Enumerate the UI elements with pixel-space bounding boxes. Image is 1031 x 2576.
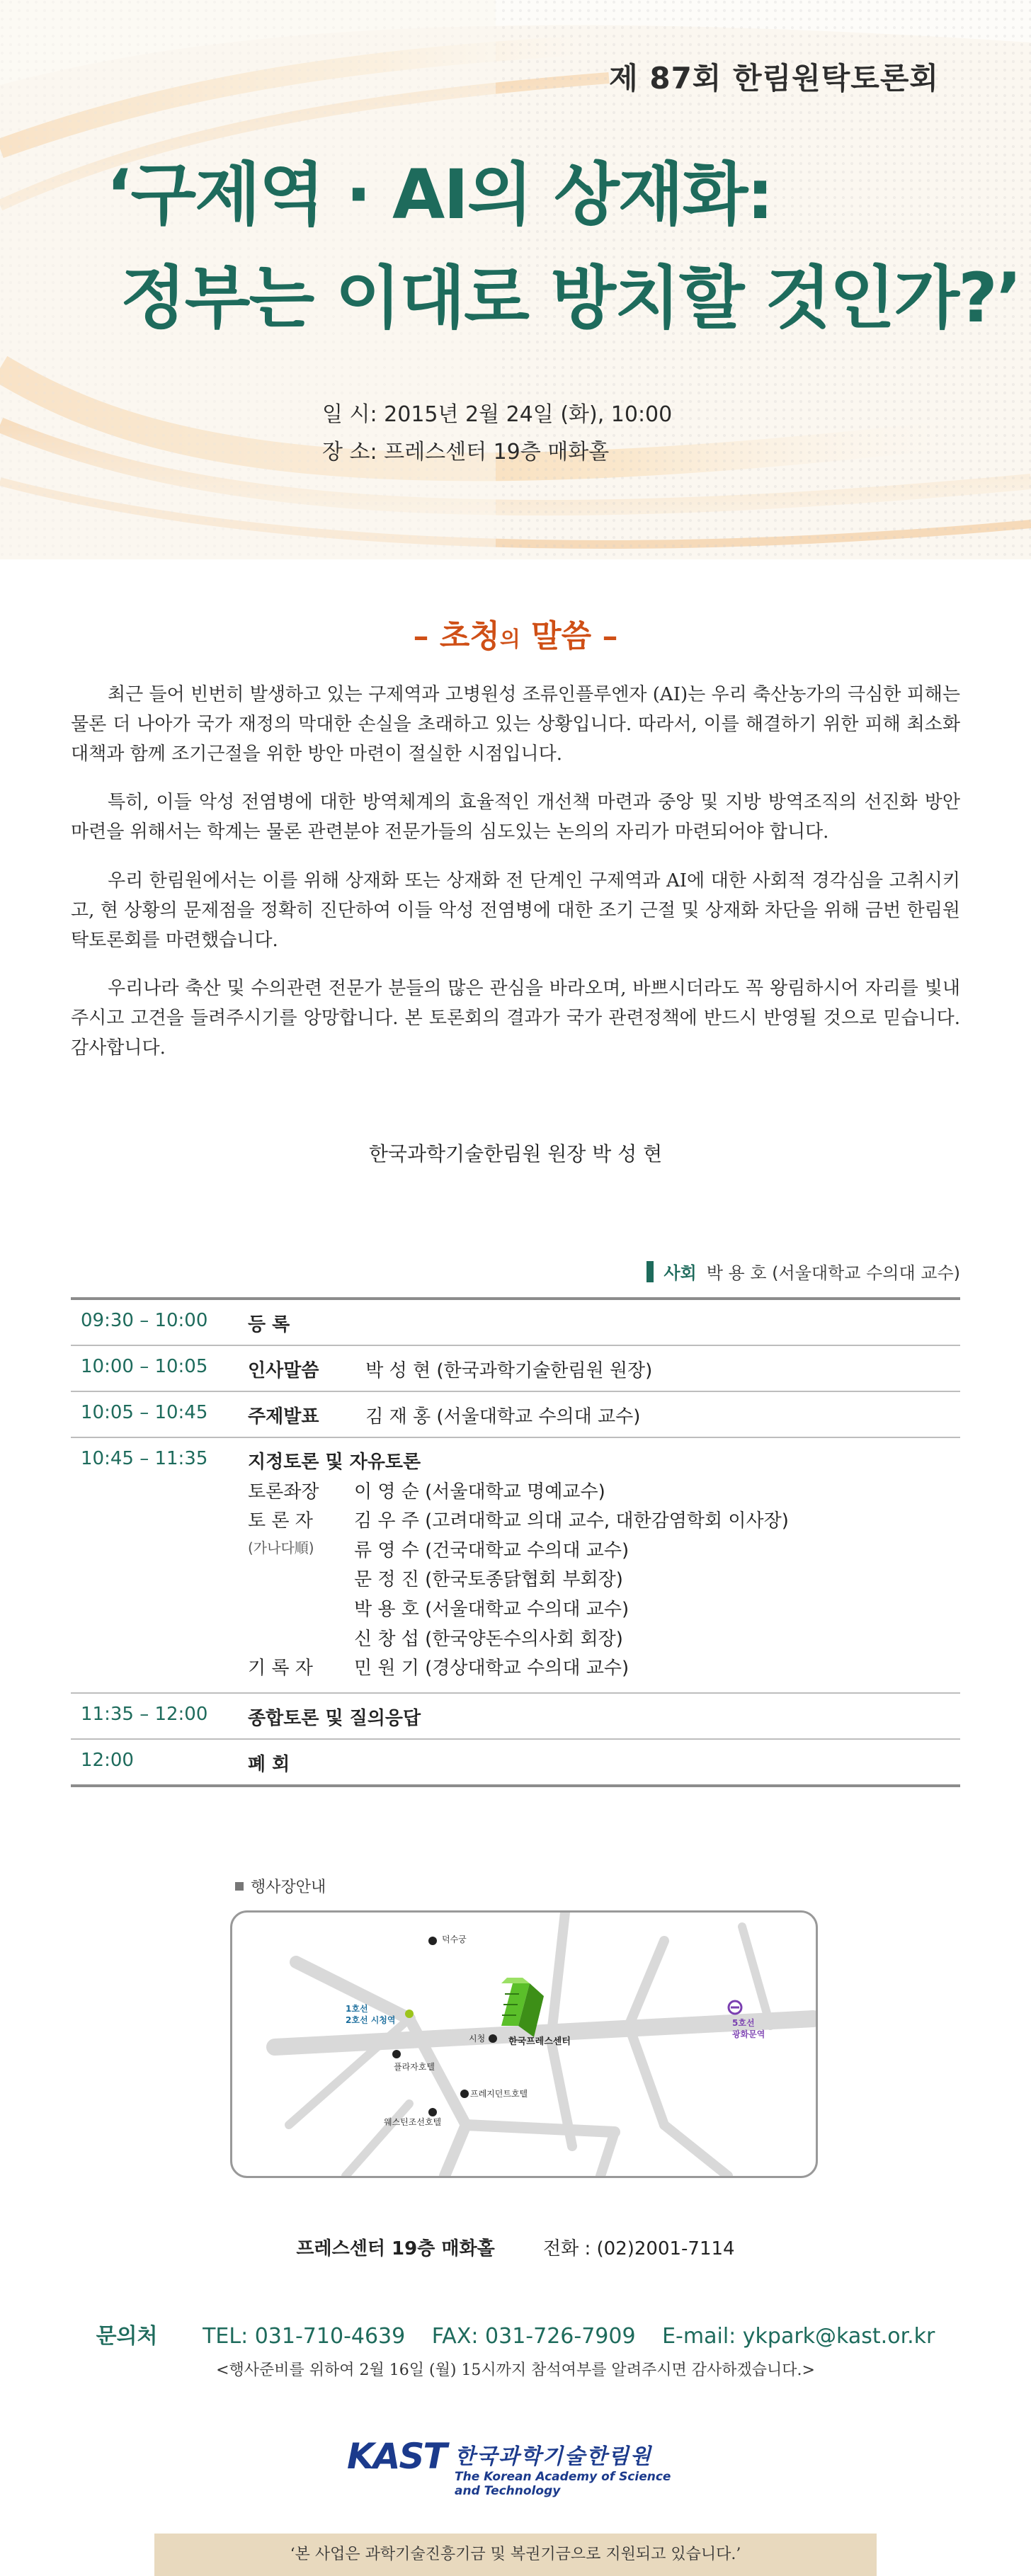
map-section-label [235, 1875, 326, 1897]
table-row [71, 1300, 960, 1346]
road [664, 2125, 728, 2176]
program-time: 10:45 – 11:35 [81, 1448, 208, 1469]
title-line-2: 정부는 이대로 방치할 것인가?’ [120, 258, 1021, 338]
panel-role: 토론좌장 [248, 1481, 319, 1503]
program-desc: 박 성 현 (한국과학기술한림원 원장) [365, 1360, 653, 1381]
panel-person: 박 용 호 (서울대학교 수의대 교수) [354, 1598, 630, 1620]
program-desc: 김 재 홍 (서울대학교 수의대 교수) [365, 1406, 641, 1427]
panel-role [248, 1566, 354, 1595]
panel-line [248, 1566, 960, 1595]
road [551, 1913, 565, 2040]
program-content [248, 1402, 960, 1428]
invitation-paragraph: 특히, 이들 악성 전염병에 대한 방역체계의 효율적인 개선책 마련과 중앙 및 지방 방역조직의 선진화 방안 마련을 위해서는 학계는 물론 관련분야 전문가들의 심도있는 논의의 자리가 마련되어야 합니다. [71, 792, 960, 843]
main-title [106, 156, 1020, 338]
panel-line [248, 1654, 960, 1684]
event-place [322, 434, 672, 472]
table-row [71, 1740, 960, 1784]
table-row [71, 1438, 960, 1694]
panel-role [248, 1595, 354, 1625]
program-title: 주제발표 [248, 1406, 319, 1427]
heading-part-2: 의 [499, 627, 520, 652]
program-content [248, 1448, 960, 1684]
contact-tel[interactable]: TEL: 031-710-4639 [203, 2324, 406, 2349]
panel-line [248, 1507, 960, 1537]
invitation-paragraph: 우리 한림원에서는 이를 위해 상재화 또는 상재화 전 단계인 구제역과 AI에 대한 사회적 경각심을 고취시키고, 현 상황의 문제점을 정확히 진단하여 이들 악성 전염병에 대한 조기 근절 및 상재화 차단을 위해 금번 한림원탁토론회를 마련했습니다. [71, 870, 960, 951]
event-info [322, 397, 672, 471]
heading-dash-right: – [602, 618, 618, 654]
program-title: 등 록 [248, 1314, 290, 1335]
map-label-press-center: 한국프레스센터 [508, 2036, 571, 2047]
header-banner [0, 0, 1031, 559]
map-drawing [232, 1913, 816, 2176]
table-row [71, 1346, 960, 1392]
square-bullet-icon [235, 1882, 244, 1891]
place-label: 장 소: [322, 439, 377, 465]
invitation-paragraph: 우리나라 축산 및 수의관련 전문가 분들의 많은 관심을 바라오며, 바쁘시더라도 꼭 왕림하시어 자리를 빛내 주시고 고견을 들려주시기를 앙망합니다. 본 토론회의 결과가 국가 관련정책에 반드시 반영될 것으로 믿습니다. 감사합니다. [71, 977, 960, 1059]
program-title: 폐 회 [248, 1753, 290, 1775]
heading-part-3: 말씀 [531, 618, 592, 654]
moderator-bar-icon [646, 1261, 654, 1282]
program-content [248, 1310, 960, 1336]
event-date [322, 397, 672, 434]
road [629, 2026, 664, 2125]
moderator [646, 1259, 960, 1284]
program-title: 인사말씀 [248, 1360, 319, 1381]
title-line-1: ‘구제역 · AI의 상재화: [106, 155, 773, 234]
panel-line [248, 1595, 960, 1625]
panel-role: 기 록 자 [248, 1658, 313, 1680]
contact-label: 문의처 [96, 2324, 158, 2349]
deoksugung-marker-icon [428, 1937, 437, 1945]
program-time: 10:05 – 10:45 [81, 1402, 208, 1423]
contact-email[interactable]: E-mail: ykpark@kast.or.kr [662, 2324, 935, 2349]
moderator-role: 사회 [663, 1263, 697, 1283]
subway-line5-icon [729, 2001, 741, 2014]
kast-english-name: The Korean Academy of Science and Technology [455, 2470, 671, 2498]
program-time: 09:30 – 10:00 [81, 1310, 208, 1331]
panel-person: 신 창 섭 (한국양돈수의사회 회장) [354, 1628, 623, 1650]
invitation-body [71, 680, 960, 1081]
president-marker-icon [460, 2090, 469, 2098]
westin-marker-icon [428, 2108, 437, 2116]
road [742, 1927, 770, 2026]
road [600, 2132, 615, 2176]
invitation-paragraph: 최근 들어 빈번히 발생하고 있는 구제역과 고병원성 조류인플루엔자 (AI)는 우리 축산농가의 극심한 피해는 물론 더 나아가 국가 재정의 막대한 손실을 초래하고 있는 상황입니다. 따라서, 이를 해결하기 위한 피해 최소화 대책과 함께 조기근절을 위한 방안 마련이 절실한 시점입니다. [71, 684, 960, 765]
program-title: 종합토론 및 질의응답 [248, 1707, 421, 1729]
program-content [248, 1704, 960, 1730]
signature: 한국과학기술한림원 원장 박 성 현 [368, 1142, 663, 1166]
date-value: 2015년 2월 24일 (화), 10:00 [384, 402, 673, 427]
panel-person: 김 우 주 (고려대학교 의대 교수, 대한감염학회 이사장) [354, 1510, 789, 1532]
date-label: 일 시: [322, 402, 377, 427]
program-time: 12:00 [81, 1749, 134, 1771]
map-label-president: 프레지던트호텔 [470, 2089, 528, 2099]
map-label-line5b: 광화문역 [732, 2029, 765, 2039]
road [445, 2125, 466, 2176]
program-table [71, 1297, 960, 1787]
road [629, 1941, 664, 2026]
contact-info [0, 2318, 1031, 2349]
road [346, 2104, 409, 2176]
panel-person: 류 영 수 (건국대학교 수의대 교수) [354, 1539, 630, 1561]
panel-role [248, 1625, 354, 1655]
table-row [71, 1392, 960, 1438]
map-label-westin: 웨스틴조선호텔 [384, 2117, 442, 2127]
panel-person: 민 원 기 (경상대학교 수의대 교수) [354, 1658, 630, 1680]
cityhall-marker-icon [489, 2034, 497, 2043]
panel-note: (가나다順) [248, 1539, 314, 1556]
event-number: 제 87회 한림원탁토론회 [609, 61, 939, 96]
kast-korean-name: 한국과학기술한림원 [455, 2444, 652, 2469]
heading-part-1: 초청 [439, 618, 500, 654]
map-label-line12a: 1호선 [346, 2004, 368, 2014]
invitation-heading [0, 610, 1031, 656]
map-caption-venue: 프레스센터 19층 매화홀 [296, 2238, 495, 2259]
program-time: 10:00 – 10:05 [81, 1356, 208, 1377]
place-value: 프레스센터 19층 매화홀 [384, 439, 610, 465]
map-label-line12b: 2호선 시청역 [346, 2015, 396, 2025]
panel-person: 문 정 진 (한국토종닭협회 부회장) [354, 1569, 623, 1591]
contact-fax: FAX: 031-726-7909 [431, 2324, 636, 2349]
panel-line [248, 1478, 960, 1508]
rsvp-notice: <행사준비를 위하여 2월 16일 (월) 15시까지 참석여부를 알려주시면 감사하겠습니다.> [216, 2361, 815, 2379]
panel-person: 이 영 순 (서울대학교 명예교수) [354, 1481, 605, 1503]
location-map[interactable] [230, 1910, 818, 2178]
map-caption-phone: 전화 : (02)2001-7114 [542, 2238, 735, 2259]
program-content [248, 1356, 960, 1382]
map-label-deoksugung: 덕수궁 [442, 1934, 467, 1944]
kast-logo-mark: KAST [347, 2436, 446, 2477]
program-title: 지정토론 및 자유토론 [248, 1452, 421, 1473]
moderator-name: 박 용 호 (서울대학교 수의대 교수) [706, 1263, 960, 1283]
map-label-text: 행사장안내 [251, 1879, 326, 1896]
kast-logo [347, 2436, 687, 2498]
plaza-marker-icon [392, 2050, 401, 2058]
program-time: 11:35 – 12:00 [81, 1703, 208, 1725]
table-row [71, 1694, 960, 1740]
map-caption [0, 2234, 1031, 2260]
funding-footer: ‘본 사업은 과학기술진흥기금 및 복권기금으로 지원되고 있습니다.’ [154, 2534, 877, 2576]
heading-dash-left: – [413, 618, 429, 654]
map-label-line5a: 5호선 [732, 2018, 755, 2028]
road [466, 2125, 615, 2132]
cityhall-station-marker-icon [405, 2010, 414, 2018]
program-content [248, 1750, 960, 1776]
panel-line [248, 1537, 960, 1566]
map-label-cityhall: 시청 [469, 2034, 486, 2044]
map-label-plaza: 플라자호텔 [394, 2062, 435, 2072]
panel-role: 토 론 자 [248, 1510, 313, 1532]
panel-line [248, 1625, 960, 1655]
